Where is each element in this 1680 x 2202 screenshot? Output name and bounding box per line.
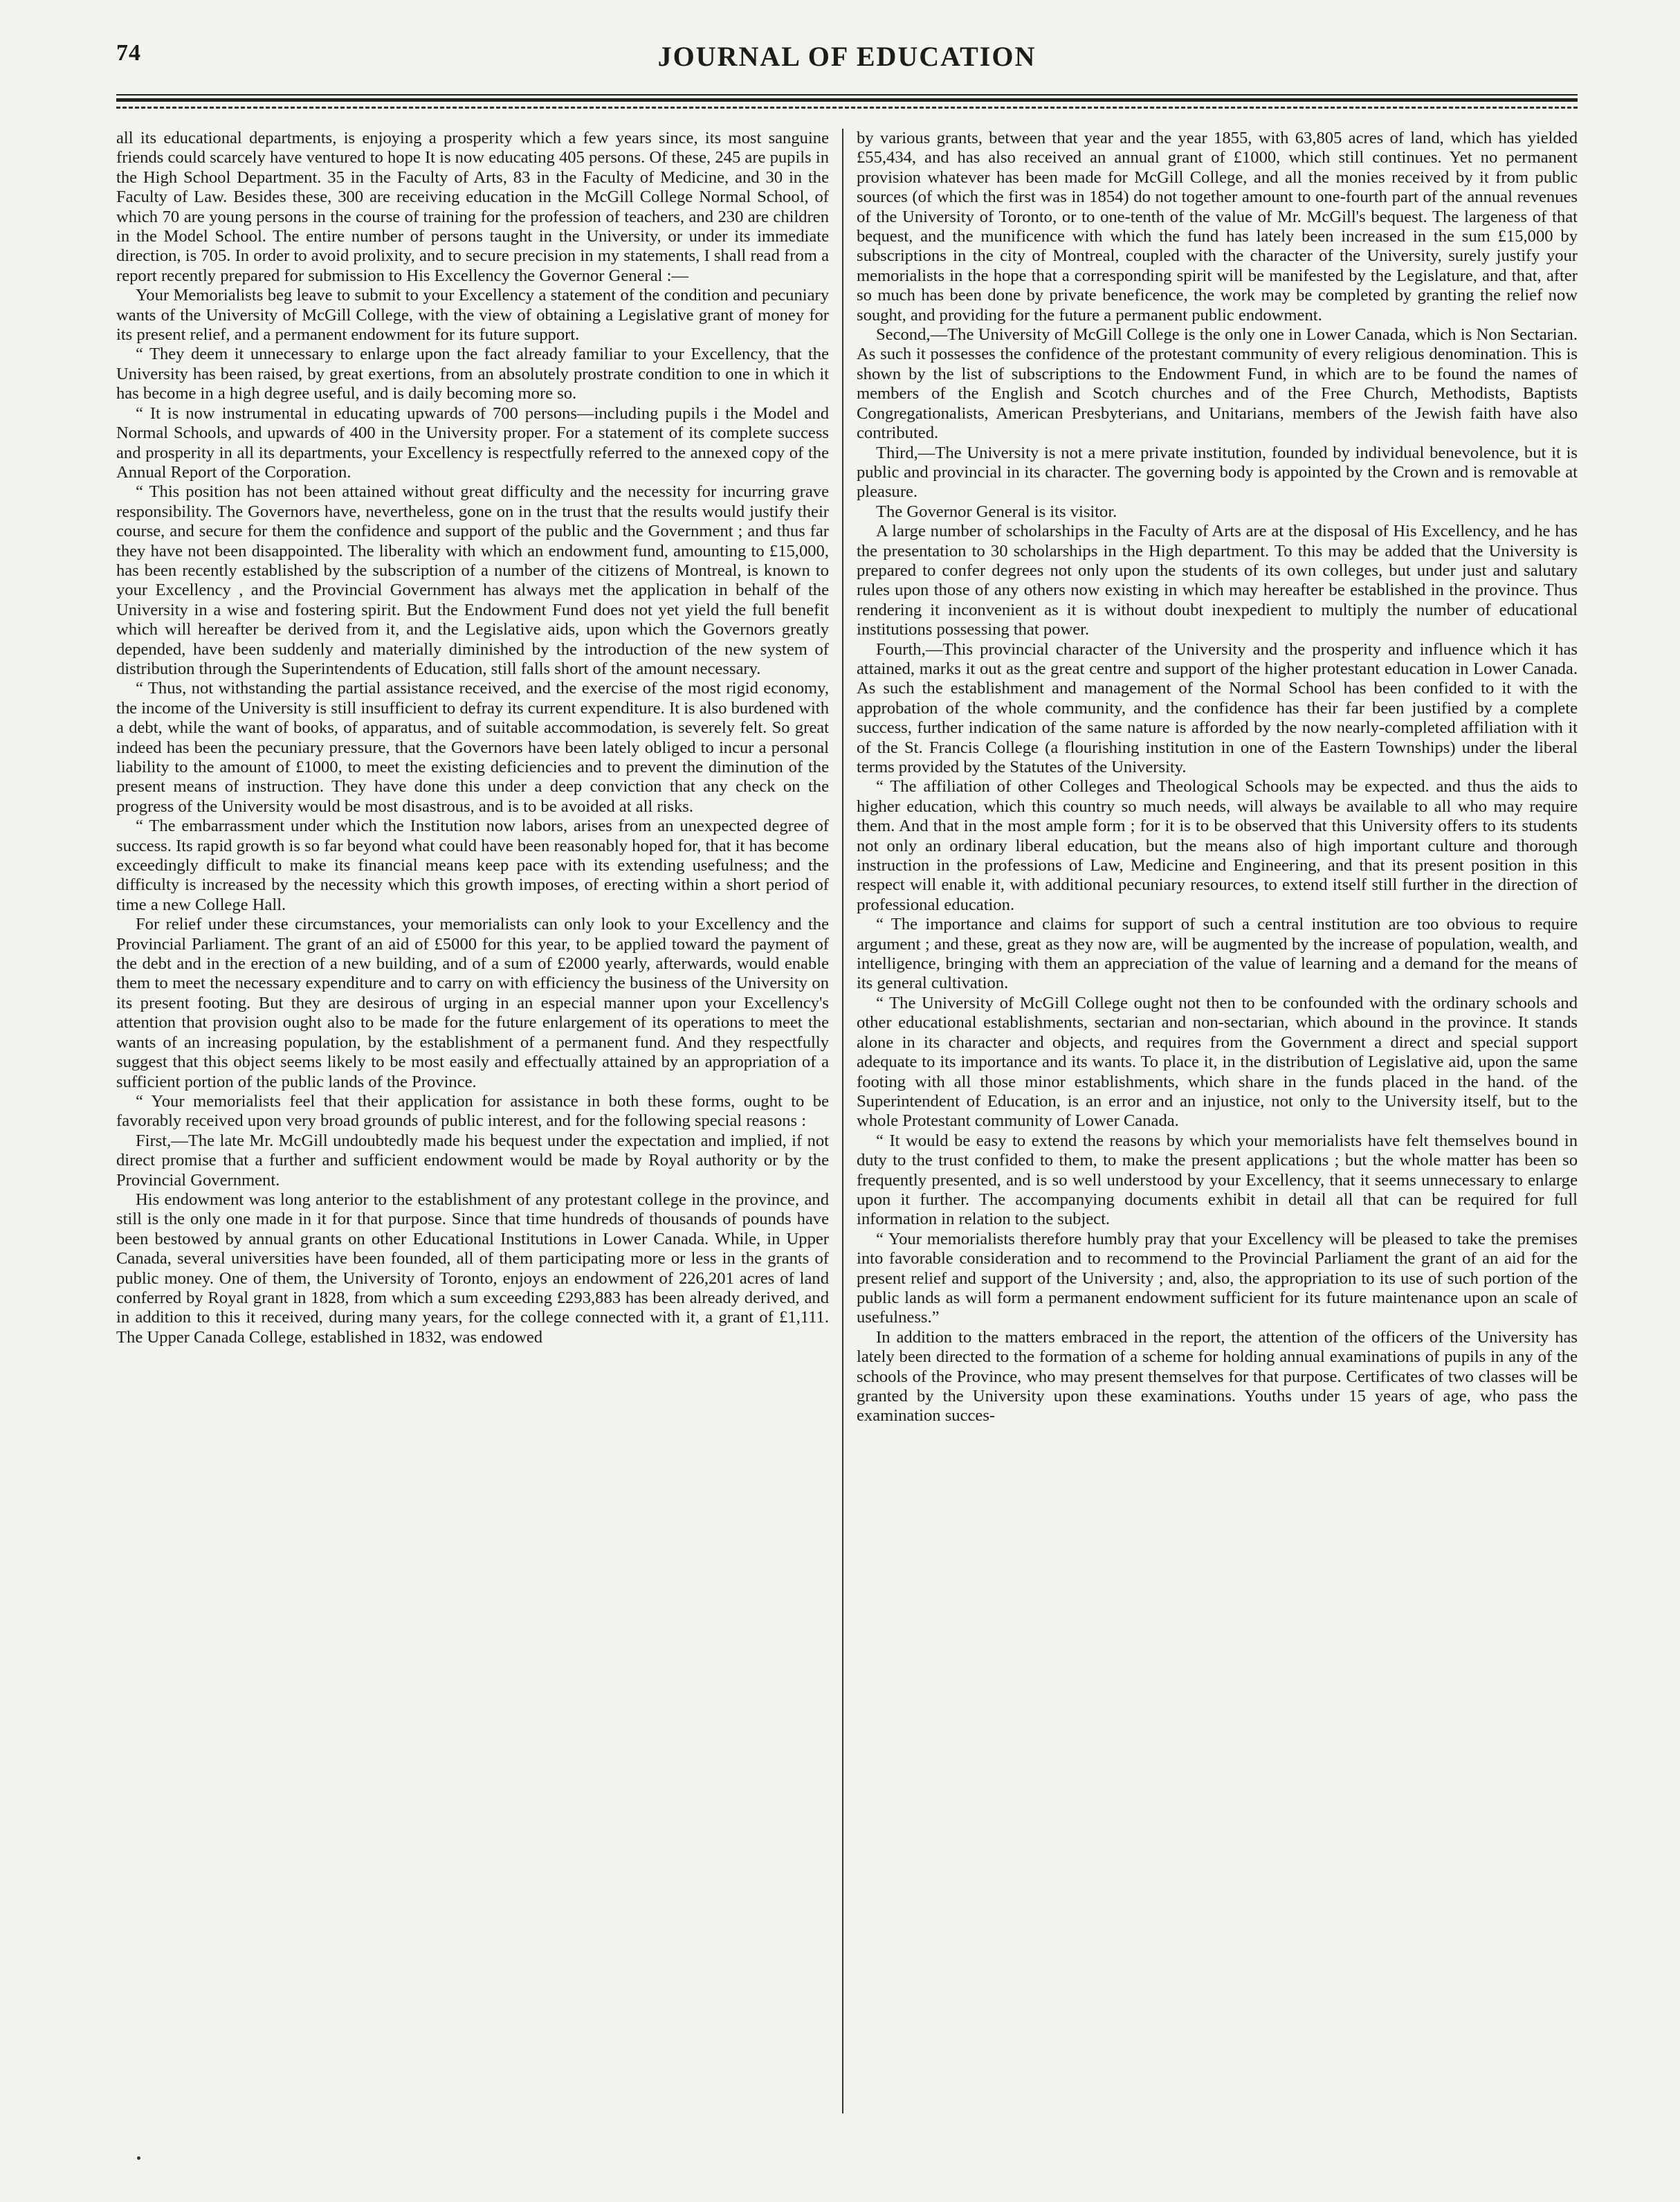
paragraph: First,—The late Mr. McGill undoubtedly made his bequest under the expectation and implied, if not direct promise that a further and sufficient endowment would be made by Royal authority or by the Provincial Government.: [116, 1131, 829, 1190]
paragraph: “ The affiliation of other Colleges and Theological Schools may be expected. and thus the aids to higher education, which this country so much needs, will always be available to all who may require them. And that in the most ample form ; for it is to be observed that this University offers to its students not only an ordinary liberal education, but the means also of high important culture and thorough instruction in the professions of Law, Medicine and Engineering, and that its present position in this respect will enable it, with additional pecuniary resources, to extend itself still further in the direction of professional education.: [857, 777, 1578, 914]
paragraph: His endowment was long anterior to the establishment of any protestant college in the province, and still is the only one made in it for that purpose. Since that time hundreds of thousands of pounds have been bestowed by annual grants on other Educational Institutions in Lower Canada. While, in Upper Canada, several universities have been founded, all of them participating more or less in the grants of public money. One of them, the University of Toronto, enjoys an endowment of 226,201 acres of land conferred by Royal grant in 1828, from which a sum exceeding £293,883 has been already derived, and in addition to this it received, during many years, for the college connected with it, a grant of £1,111. The Upper Canada College, established in 1832, was endowed: [116, 1190, 829, 1347]
paragraph: “ It is now instrumental in educating upwards of 700 persons—including pupils i the Model and Normal Schools, and upwards of 400 in the University proper. For a statement of its complete success and prosperity in all its departments, your Excellency is respectfully referred to the annexed copy of the Annual Report of the Corporation.: [116, 403, 829, 482]
paragraph: Your Memorialists beg leave to submit to your Excellency a statement of the condition and pecuniary wants of the University of McGill College, with the view of obtaining a Legislative grant of money for its present relief, and a permanent endowment for its future support.: [116, 286, 829, 345]
paragraph: “ It would be easy to extend the reasons by which your memorialists have felt themselves bound in duty to the trust confided to them, to make the present applications ; but the whole matter has been so frequently presented, and is so well understood by your Excellency, that it seems unnecessary to enlarge upon it further. The accompanying documents exhibit in detail all that can be required for full information in relation to the subject.: [857, 1131, 1578, 1229]
column-divider: [842, 129, 843, 2113]
header-rule-thick: [116, 98, 1578, 102]
paragraph: “ They deem it unnecessary to enlarge upon the fact already familiar to your Excellency, that the University has been raised, by great exertions, from an absolutely prostrate condition to one in which it has become in a high degree useful, and is daily becoming more so.: [116, 345, 829, 403]
paragraph: “ The importance and claims for support of such a central institution are too obvious to require argument ; and these, great as they now are, will be augmented by the increase of population, wealth, and intelligence, bringing with them an appreciation of the value of learning and a demand for the means of its general cultivation.: [857, 915, 1578, 993]
right-column: [857, 129, 1578, 2122]
paragraph: Fourth,—This provincial character of the University and the prosperity and influence which it has attained, marks it out as the great centre and support of the higher protestant education in Lower Canada. As such the establishment and management of the Normal School has been confided to it with the approbation of the whole community, and the confidence has their far been justified by a complete success, further indication of the same nature is afforded by the now nearly-completed affiliation with it of the St. Francis College (a flourishing institution in one of the Eastern Townships) under the liberal terms provided by the Statutes of the University.: [857, 639, 1578, 776]
page-header: [116, 40, 1578, 95]
paragraph: by various grants, between that year and the year 1855, with 63,805 acres of land, which has yielded £55,434, and has also received an annual grant of £1000, which still continues. Yet no permanent provision whatever has been made for McGill College, and all the monies received by it from public sources (of which the first was in 1854) do not together amount to one-fourth part of the annual revenues of the University of Toronto, or to one-tenth of the value of Mr. McGill's bequest. The largeness of that bequest, and the munificence with which the fund has lately been increased in the sum £15,000 by subscriptions in the city of Montreal, coupled with the character of the University, surely justify your memorialists in the hope that a corresponding spirit will be manifested by the Legislature, and that, after so much has been done by private beneficence, the work may be completed by granting the relief now sought, and providing for the future a permanent public endowment.: [857, 129, 1578, 325]
paragraph: Third,—The University is not a mere private institution, founded by individual benevolence, but it is public and provincial in its character. The governing body is appointed by the Crown and is removable at pleasure.: [857, 443, 1578, 502]
header-rule-dashed: [116, 107, 1578, 109]
running-title: JOURNAL OF EDUCATION: [657, 41, 1037, 72]
paragraph: “ The University of McGill College ought not then to be confounded with the ordinary schools and other educational establishments, sectarian and non-sectarian, which abound in the province. It stands alone in its character and objects, and requires from the Government a direct and special support adequate to its importance and its wants. To place it, in the distribution of Legislative aid, upon the same footing with all those minor establishments, which share in the funds placed in the hand. of the Superintendent of Education, is an error and an injustice, not only to the University itself, but to the whole Protestant community of Lower Canada.: [857, 993, 1578, 1131]
paragraph: A large number of scholarships in the Faculty of Arts are at the disposal of His Excellency, and he has the presentation to 30 scholarships in the High department. To this may be added that the University is prepared to confer degrees not only upon the students of its own colleges, but under just and salutary rules upon those of any others now existing in which may hereafter be established in the province. Thus rendering it inconvenient as it is without doubt inexpedient to multiply the number of educational institutions possessing that power.: [857, 522, 1578, 639]
paragraph: “ The embarrassment under which the Institution now labors, arises from an unexpected degree of success. Its rapid growth is so far beyond what could have been reasonably hoped for, that it has become exceedingly difficult to make its financial means keep pace with its extending usefulness; and the difficulty is increased by the necessity which this growth imposes, of erecting within a short period of time a new College Hall.: [116, 817, 829, 914]
paragraph: “ Your memorialists feel that their application for assistance in both these forms, ought to be favorably received upon very broad grounds of public interest, and for the following special reasons :: [116, 1091, 829, 1131]
paragraph: In addition to the matters embraced in the report, the attention of the officers of the University has lately been directed to the formation of a scheme for holding annual examinations of pupils in any of the schools of the Province, who may present themselves for that purpose. Certificates of two classes will be granted by the University upon these examinations. Youths under 15 years of age, who pass the examination succes-: [857, 1327, 1578, 1426]
paragraph: all its educational departments, is enjoying a prosperity which a few years since, its most sanguine friends could scarcely have ventured to hope It is now educating 405 persons. Of these, 245 are pupils in the High School Department. 35 in the Faculty of Arts, 83 in the Faculty of Medicine, and 30 in the Faculty of Law. Besides these, 300 are receiving education in the McGill College Normal School, of which 70 are young persons in the course of training for the profession of teachers, and 230 are children in the Model School. The entire number of persons taught in the University, or under its immediate direction, is 705. In order to avoid prolixity, and to secure precision in my statements, I shall read from a report recently prepared for submission to His Excellency the Governor General :—: [116, 129, 829, 285]
header-rule-thin: [116, 94, 1578, 95]
page-number: 74: [116, 40, 141, 66]
paragraph: “ Thus, not withstanding the partial assistance received, and the exercise of the most rigid economy, the income of the University is still insufficient to defray its current expenditure. It is also burdened with a debt, while the want of books, of apparatus, and of suitable accommodation, is severely felt. So great indeed has been the pecuniary pressure, that the Governors have been lately obliged to incur a personal liability to the amount of £1000, to meet the existing deficiencies and to prevent the diminution of the present means of instruction. They have done this under a deep conviction that any check on the progress of the University would be most disastrous, and is to be avoided at all risks.: [116, 679, 829, 816]
paragraph: “ Your memorialists therefore humbly pray that your Excellency will be pleased to take the premises into favorable consideration and to recommend to the Provincial Parliament the grant of an aid for the present relief and support of the University ; and, also, the appropriation to its use of such portion of the public lands as will form a permanent endowment sufficient for its future maintenance upon an scale of usefulness.”: [857, 1229, 1578, 1327]
ink-speck: [137, 2156, 140, 2160]
paragraph: Second,—The University of McGill College is the only one in Lower Canada, which is Non Sectarian. As such it possesses the confidence of the protestant community of every religious denomination. This is shown by the list of subscriptions to the Endowment Fund, in which are to be found the names of members of the English and Scotch churches and of the Free Church, Methodists, Baptists Congregationalists, American Presbyterians, and Unitarians, members of the Jewish faith have also contributed.: [857, 325, 1578, 443]
paragraph: For relief under these circumstances, your memorialists can only look to your Excellency and the Provincial Parliament. The grant of an aid of £5000 for this year, to be applied toward the payment of the debt and in the erection of a new building, and of a sum of £2000 yearly, afterwards, would enable them to meet the necessary expenditure and to carry on with efficiency the business of the University on its present footing. But they are desirous of urging in an especial manner upon your Excellency's attention that provision ought also to be made for the future enlargement of its operations to meet the wants of an increasing population, by the establishment of a permanent fund. And they respectfully suggest that this object seems likely to be most easily and effectually attained by an appropriation of a sufficient portion of the public lands of the Province.: [116, 915, 829, 1091]
paragraph: The Governor General is its visitor.: [876, 502, 1117, 521]
paragraph: “ This position has not been attained without great difficulty and the necessity for incurring grave responsibility. The Governors have, nevertheless, gone on in the trust that the results would justify their course, and secure for them the confidence and support of the public and the Government ; and thus far they have not been disappointed. The liberality with which an endowment fund, amounting to £15,000, has been recently established by the subscription of a number of the citizens of Montreal, is known to your Excellency , and the Provincial Government has always met the application in behalf of the University in a wise and fostering spirit. But the Endowment Fund does not yet yield the full benefit which will hereafter be derived from it, and the Legislative aids, upon which the Governors greatly depended, have been suddenly and materially diminished by the introduction of the new system of distribution through the Superintendents of Education, still falls short of the amount necessary.: [116, 482, 829, 678]
left-column: [116, 129, 829, 2122]
